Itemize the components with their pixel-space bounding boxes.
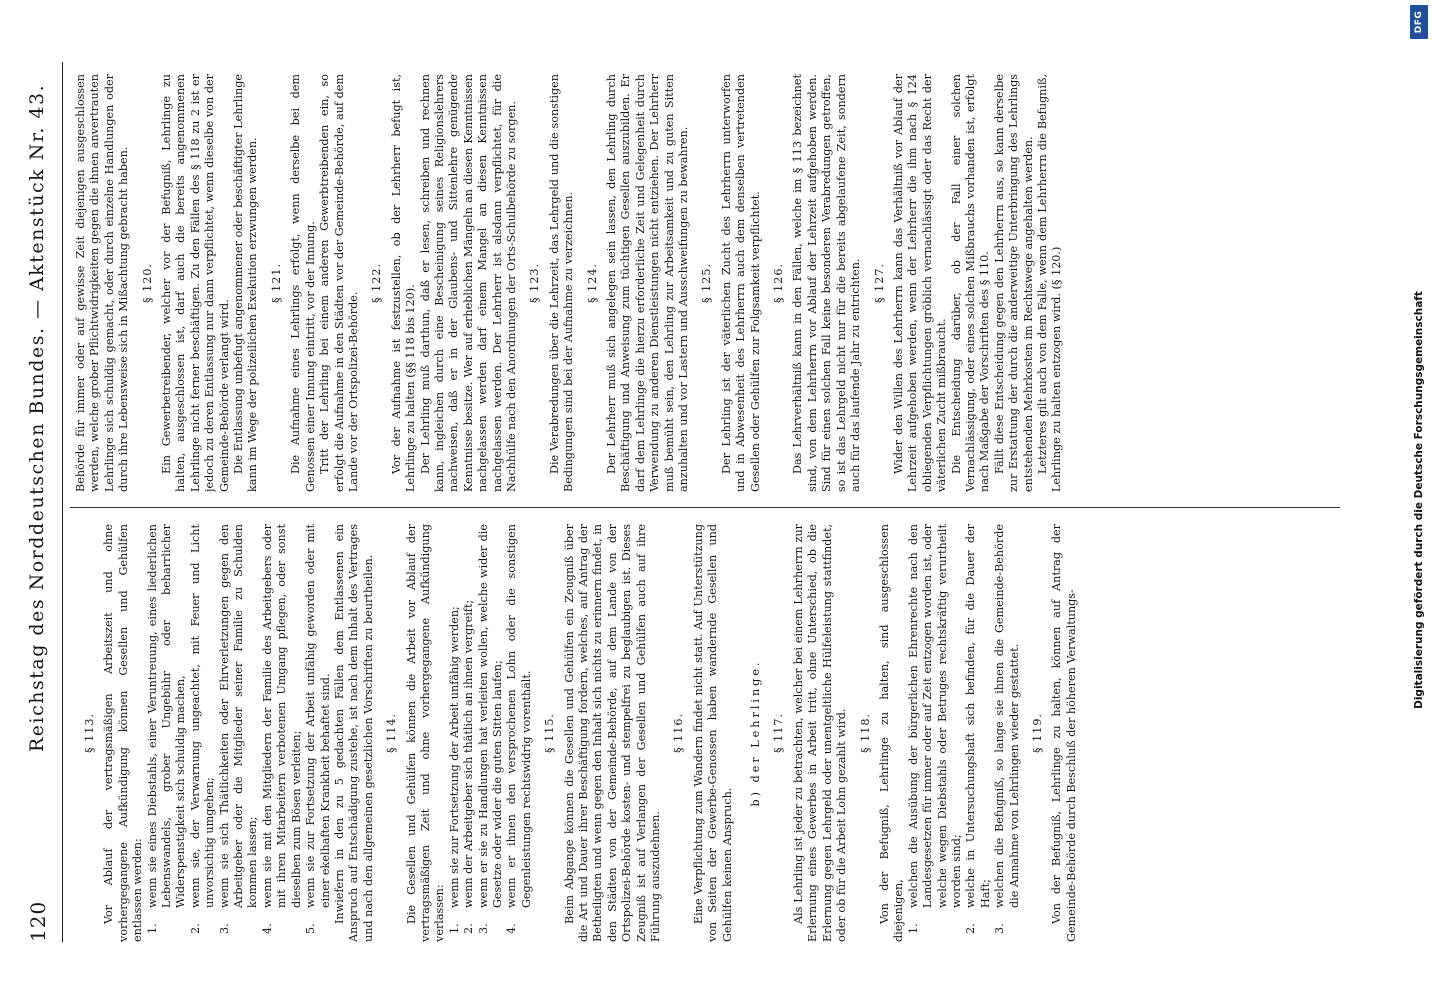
list-item: 2. welche in Untersuchungshaft sich befinden, für die Dauer der Haft; bbox=[964, 524, 992, 934]
section-116-text: Eine Verpflichtung zum Wandern findet nicht statt. Auf Unterstützung von Seiten der Gewerbe-Genossen haben wandernde Gesellen und Gehülfen keinen Anspruch. bbox=[691, 524, 734, 942]
list-item: 1. wenn sie eines Diebstahls, einer Veruntreuung, eines liederlichen Lebenswandels, grober Ungebühr oder beharrlicher Widerspenstigkeit sich schuldig machen, bbox=[145, 524, 188, 934]
section-123-text: Die Verabredungen über die Lehrzeit, das Lehrgeld und die sonstigen Bedingungen sind bei der Aufnahme zu verzeichnen. bbox=[547, 74, 576, 492]
section-122-text: Vor der Aufnahme ist festzustellen, ob der Lehrherr befugt ist, Lehrlinge zu halten (§§ 118 bis 120). bbox=[389, 74, 418, 492]
running-title: Reichstag des Norddeutschen Bundes. — Aktenstück Nr. 43. bbox=[26, 83, 48, 752]
section-113-intro: Vor Ablauf der vertragsmäßigen Arbeitszeit und ohne vorhergegangene Aufkündigung können Gesellen und Gehülfen entlassen werden: bbox=[102, 524, 145, 942]
list-item: 5. wenn sie zur Fortsetzung der Arbeit unfähig geworden oder mit einer ekelhaften Krankheit behaftet sind. bbox=[304, 524, 332, 934]
section-heading-124: § 124. bbox=[585, 262, 599, 304]
section-127-text-2: Die Entscheidung darüber, ob der Fall einer solchen Vernachlässigung, oder eines solchen Mißbrauchs vorhanden ist, erfolgt nach Maßgabe der Vorschriften des § 110. bbox=[949, 74, 992, 492]
section-heading-122: § 122. bbox=[370, 262, 384, 304]
list-item: 1. wenn sie zur Fortsetzung der Arbeit unfähig werden; bbox=[447, 606, 461, 934]
list-item: 3. wenn er sie zu Handlungen hat verleiten wollen, welche wider die Gesetze oder wider die guten Sitten laufen; bbox=[476, 524, 504, 934]
page-number: 120 bbox=[26, 900, 50, 942]
section-heading-113: § 113. bbox=[83, 712, 96, 754]
section-118-list bbox=[907, 524, 1022, 942]
list-item: 4. wenn sie mit den Mitgliedern der Familie des Arbeitgebers oder mit ihren Mitarbeitern verbotenen Umgang pflegen, oder sonst dieselben zum Bösen verleiten; bbox=[260, 524, 303, 934]
section-heading-118: § 118. bbox=[858, 712, 872, 754]
section-127-text: Wider den Willen des Lehrherrn kann das Verhältniß vor Ablauf der Lehrzeit aufgehoben werden, wenn der Lehrherr die ihm nach § 124 obliegenden Verpflichtungen gröblich vernachlässigt oder das Recht der väterlichen Zucht mißbraucht. bbox=[891, 74, 949, 492]
section-113-closing: Inwiefern in den zu 5 gedachten Fällen dem Entlassenen ein Anspruch auf Entschädigung zustehe, ist nach dem Inhalt des Vertrages und nach den allgemeinen gesetzlichen Vorschriften zu beurtheilen. bbox=[332, 524, 375, 942]
dfg-logo: DFG bbox=[1410, 5, 1428, 39]
section-124-text: Der Lehrherr muß sich angelegen sein lassen, den Lehrling durch Beschäftigung und Anweisung zum tüchtigen Gesellen auszubilden. Er darf dem Lehrlinge die hierzu erforderliche Zeit und Gelegenheit durch Verwendung zu anderen Dienstleistungen nicht entziehen. Der Lehrherr muß bemüht sein, den Lehrling zur Arbeitsamkeit und zu guten Sitten anzuhalten und vor Lastern und Ausschweifungen zu bewahren. bbox=[605, 74, 691, 492]
right-column bbox=[74, 74, 1336, 492]
section-heading-123: § 123. bbox=[528, 262, 542, 304]
list-item: 2. wenn sie, der Verwarnung ungeachtet, mit Feuer und Licht unvorsichtig umgehen; bbox=[188, 524, 217, 934]
section-127-text-4: Letzteres gilt auch von dem Falle, wenn dem Lehrherrn die Befugniß, Lehrlinge zu halten entzogen wird. (§ 120.) bbox=[1035, 74, 1064, 492]
section-heading-126: § 126. bbox=[772, 262, 786, 304]
section-heading-117: § 117. bbox=[772, 712, 786, 754]
section-119-text: Von der Befugniß, Lehrlinge zu halten, können auf Antrag der Gemeinde-Behörde durch Beschluß der höheren Verwaltungs- bbox=[1050, 524, 1078, 942]
list-item: 3. wenn sie sich Thätlichkeiten oder Ehrverletzungen gegen den Arbeitgeber oder die Mitglieder seiner Familie zu Schulden kommen lassen; bbox=[217, 524, 260, 934]
section-118-intro: Von der Befugniß, Lehrlinge zu halten, sind ausgeschlossen diejenigen, bbox=[877, 524, 906, 942]
header-rule bbox=[62, 62, 63, 942]
section-117-text: Als Lehrling ist jeder zu betrachten, welcher bei einem Lehrherrn zur Erlernung eines Gewerbes in Arbeit tritt, ohne Unterschied, ob die Erlernung gegen Lehrgeld oder unentgeltliche Hülfeleistung stattfindet, oder ob für die Arbeit Lohn gezahlt wird. bbox=[791, 524, 849, 942]
section-113-list bbox=[146, 524, 333, 942]
section-122-text-2: Der Lehrling muß darthun, daß er lesen, schreiben und rechnen kann, ingleichen durch eine Bescheinigung seines Religionslehrers nachweisen, daß er in der Glaubens- und Sittenlehre genügende Kenntnisse besitze. Wer auf erheblichen Mängeln an diesen Kenntnissen nachgelassen werden darf einem Mangel an diesen Kenntnissen nachgelassen werden. Der Lehrherr ist alsdann verpflichtet, für die Nachhülfe nach den Anordnungen der Orts-Schulbehörde zu sorgen. bbox=[418, 74, 518, 492]
section-heading-120: § 120. bbox=[140, 262, 154, 304]
section-114-intro: Die Gesellen und Gehülfen können die Arbeit vor Ablauf der vertragsmäßigen Zeit und ohne vorhergegangene Aufkündigung verlassen: bbox=[404, 524, 447, 942]
subsection-heading-b: b) der Lehrlinge. bbox=[749, 659, 763, 807]
section-119-continuation: Behörde für immer oder auf gewisse Zeit diejenigen ausgeschlossen werden, welche grober Pflichtwidrigkeiten gegen die ihnen anvertrauten Lehrlinge sich schuldig gemacht, oder durch einzelne Handlungen oder durch ihre Lebensweise sich in Mißachtung gebracht haben. bbox=[74, 74, 131, 492]
section-115-text: Beim Abgange können die Gesellen und Gehülfen ein Zeugniß über die Art und Dauer ihrer Beschäftigung fordern, welches, auf Antrag der Betheiligten und wenn gegen den Inhalt sich nichts zu erinnern findet, in den Städten von der Gemeinde-Behörde, auf dem Lande von der Ortspolizei-Behörde kosten- und stempelfrei zu beglaubigen ist. Dieses Zeugniß ist auf Verlangen der Gesellen und Gehülfen auch auf ihre Führung auszudehnen. bbox=[562, 524, 663, 942]
section-121-text: Die Aufnahme eines Lehrlings erfolgt, wenn derselbe bei dem Genossen einer Innung eintritt, vor der Innung. bbox=[289, 74, 317, 492]
section-heading-127: § 127. bbox=[872, 262, 886, 304]
section-114-list bbox=[448, 524, 534, 942]
list-item: 1. welchen die Ausübung der bürgerlichen Ehrenrechte nach den Landesgesetzen für immer oder auf Zeit entzogen worden ist, oder welche wegen Diebstahls oder Betruges rechtskräftig verurtheilt worden sind; bbox=[906, 524, 963, 934]
list-item: 4. wenn er ihnen den versprochenen Lohn oder die sonstigen Gegenleistungen rechtswidrig vorenthält. bbox=[505, 524, 533, 934]
section-127-text-3: Fällt diese Entscheidung gegen den Lehrherrn aus, so kann derselbe zur Erstattung der durch die anderweitige Unterbringung des Lehrlings entstehenden Mehrkosten im Rechtswege angehalten werden. bbox=[992, 74, 1035, 492]
page-content bbox=[22, 62, 1340, 942]
list-item: 2. wenn der Arbeitgeber sich thätlich an ihnen vergreift; bbox=[462, 599, 476, 934]
section-heading-115: § 115. bbox=[543, 712, 557, 754]
section-125-text: Der Lehrling ist der väterlichen Zucht des Lehrherrn unterworfen und in Abwesenheit des Lehrherrn auch dem denselben vertretenden Gesellen oder Gehülfen zur Folgsamkeit verpflichtet. bbox=[719, 74, 762, 492]
section-heading-125: § 125. bbox=[700, 262, 714, 304]
list-item: 3. welchen die Befugniß, so lange sie ihnen die Gemeinde-Behörde die Annahme von Lehrlingen wieder gestattet. bbox=[993, 524, 1021, 934]
digitization-note bbox=[1407, 0, 1432, 1000]
digitization-credit: Digitalisierung gefördert durch die Deutsche Forschungsgemeinschaft bbox=[1413, 291, 1425, 709]
left-column bbox=[74, 524, 1336, 942]
section-heading-116: § 116. bbox=[672, 712, 686, 754]
section-120-text: Ein Gewerbetreibender, welcher vor der Befugniß, Lehrlinge zu halten, ausgeschlossen ist, darf auch die bereits angenommenen Lehrlinge nicht ferner beschäftigen. Zu den Fällen des § 118 zu 2 ist er jedoch zu deren Entlassung nur dann verpflichtet, wenn dieselbe von der Gemeinde-Behörde verlangt wird. bbox=[160, 74, 231, 492]
section-heading-114: § 114. bbox=[385, 712, 399, 754]
section-heading-119: § 119. bbox=[1030, 712, 1044, 754]
section-heading-121: § 121. bbox=[269, 262, 283, 304]
column-divider bbox=[70, 507, 1340, 508]
page-header bbox=[22, 62, 58, 942]
section-126-text: Das Lehrverhältniß kann in den Fällen, welche im § 113 bezeichnet sind, von dem Lehrherrn vor Ablauf der Lehrzeit aufgehoben werden. Sind für einen solchen Fall keine besonderen Verabredungen getroffen, so ist das Lehrgeld nicht nur für die bereits abgelaufene Zeit, sondern auch für das laufende Jahr zu entrichten. bbox=[791, 74, 863, 492]
section-121-text-2: Tritt der Lehrling bei einem anderen Gewerbtreibenden ein, so erfolgt die Aufnahme in den Städten vor der Gemeinde-Behörde, auf dem Lande vor der Ortspolizei-Behörde. bbox=[318, 74, 360, 492]
section-120-text-2: Die Entlassung unbefugt angenommener oder beschäftigter Lehrlinge kann im Wege der polizeilichen Exekution erzwungen werden. bbox=[232, 74, 260, 492]
